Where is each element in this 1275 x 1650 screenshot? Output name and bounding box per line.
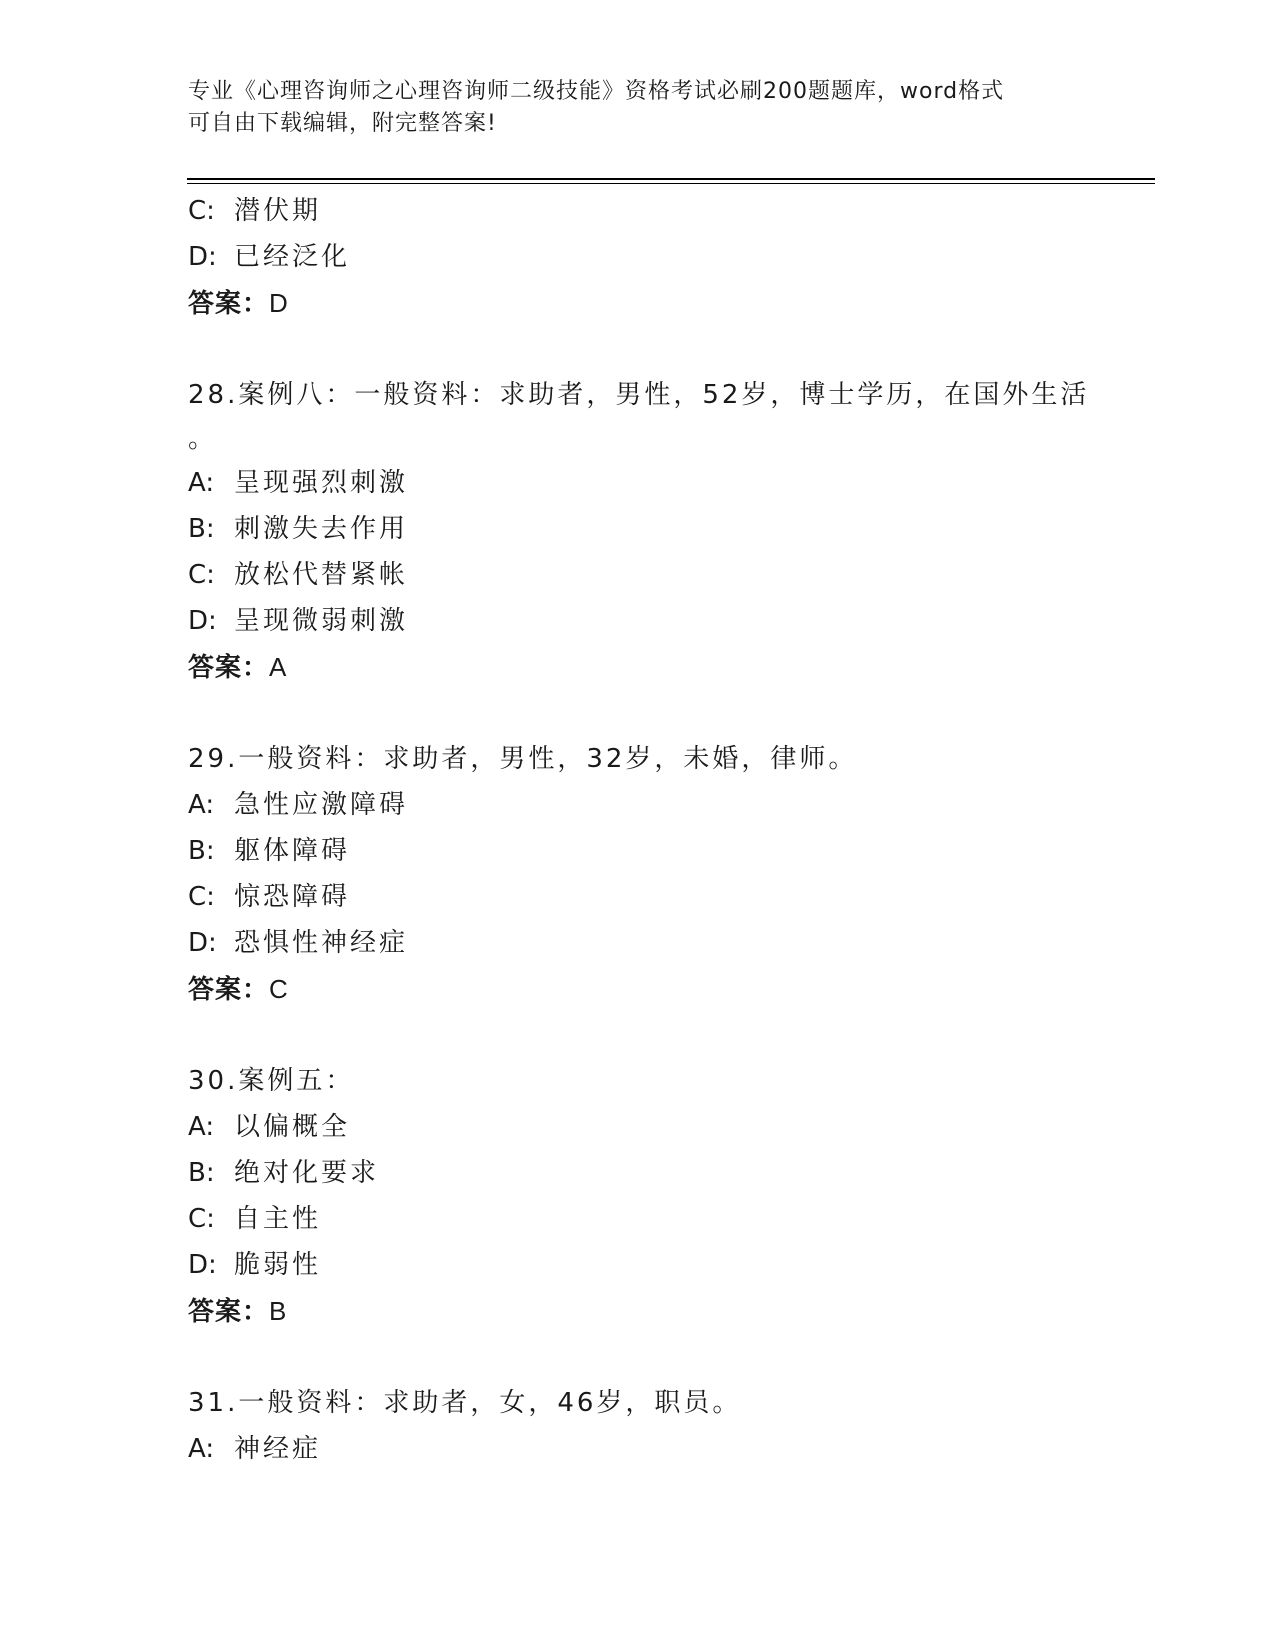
option-text: 放松代替紧帐: [234, 560, 409, 590]
answer-value: D: [269, 288, 288, 318]
question-list: [188, 188, 1088, 1472]
option-a: [188, 1104, 1088, 1150]
option-d: [188, 920, 1088, 966]
option-text: 自主性: [234, 1204, 322, 1234]
option-a: [188, 460, 1088, 506]
option-b: [188, 1150, 1088, 1196]
answer-line: [188, 1288, 1088, 1334]
answer-line: [188, 644, 1088, 690]
option-b: [188, 828, 1088, 874]
option-text: 潜伏期: [234, 196, 322, 226]
option-key: B:: [188, 1158, 215, 1188]
option-text: 躯体障碍: [234, 836, 351, 866]
option-key: D:: [188, 606, 217, 636]
option-key: D:: [188, 928, 217, 958]
option-key: A:: [188, 1434, 215, 1464]
option-text: 以偏概全: [234, 1112, 351, 1142]
option-key: B:: [188, 836, 215, 866]
question-block-30: [188, 1058, 1088, 1334]
answer-label: 答案：: [188, 975, 270, 1005]
option-c: [188, 874, 1088, 920]
document-header: [188, 76, 1088, 140]
option-text: 已经泛化: [234, 242, 351, 272]
option-d: [188, 598, 1088, 644]
option-key: C:: [188, 560, 215, 590]
option-text: 呈现微弱刺激: [234, 606, 409, 636]
option-text: 绝对化要求: [234, 1158, 380, 1188]
option-c: [188, 552, 1088, 598]
question-stem-continuation: 。: [188, 424, 215, 454]
option-key: C:: [188, 882, 215, 912]
option-key: A:: [188, 468, 215, 498]
option-text: 脆弱性: [234, 1250, 322, 1280]
question-stem: 31.一般资料：求助者，女，46岁，职员。: [188, 1388, 742, 1418]
option-a: [188, 1426, 1088, 1472]
option-key: A:: [188, 1112, 215, 1142]
option-key: D:: [188, 1250, 217, 1280]
answer-label: 答案：: [188, 1297, 270, 1327]
question-stem: 29.一般资料：求助者，男性，32岁，未婚，律师。: [188, 744, 858, 774]
answer-label: 答案：: [188, 653, 270, 683]
option-b: [188, 506, 1088, 552]
question-stem: 30.案例五：: [188, 1066, 355, 1096]
header-divider-thick: [187, 178, 1155, 180]
question-block-prev: [188, 188, 1088, 326]
answer-value: A: [269, 652, 287, 682]
option-text: 惊恐障碍: [234, 882, 351, 912]
answer-value: B: [269, 1296, 287, 1326]
question-block-28: [188, 372, 1088, 690]
option-key: C:: [188, 196, 215, 226]
header-title-line-2: 可自由下载编辑，附完整答案!: [188, 111, 497, 136]
option-key: A:: [188, 790, 215, 820]
option-a: [188, 782, 1088, 828]
option-d: [188, 234, 1088, 280]
option-key: D:: [188, 242, 217, 272]
answer-label: 答案：: [188, 289, 270, 319]
option-d: [188, 1242, 1088, 1288]
header-title-line-1: 专业《心理咨询师之心理咨询师二级技能》资格考试必刷200题题库，word格式: [188, 79, 1005, 104]
answer-line: [188, 280, 1088, 326]
question-block-29: [188, 736, 1088, 1012]
answer-value: C: [269, 974, 288, 1004]
option-c: [188, 188, 1088, 234]
option-text: 急性应激障碍: [234, 790, 409, 820]
question-block-31: [188, 1380, 1088, 1472]
option-text: 刺激失去作用: [234, 514, 409, 544]
option-text: 恐惧性神经症: [234, 928, 409, 958]
option-key: B:: [188, 514, 215, 544]
answer-line: [188, 966, 1088, 1012]
header-divider-thin: [187, 183, 1155, 184]
option-text: 神经症: [234, 1434, 322, 1464]
option-c: [188, 1196, 1088, 1242]
option-text: 呈现强烈刺激: [234, 468, 409, 498]
question-stem: 28.案例八：一般资料：求助者，男性，52岁，博士学历，在国外生活: [188, 380, 1090, 410]
option-key: C:: [188, 1204, 215, 1234]
